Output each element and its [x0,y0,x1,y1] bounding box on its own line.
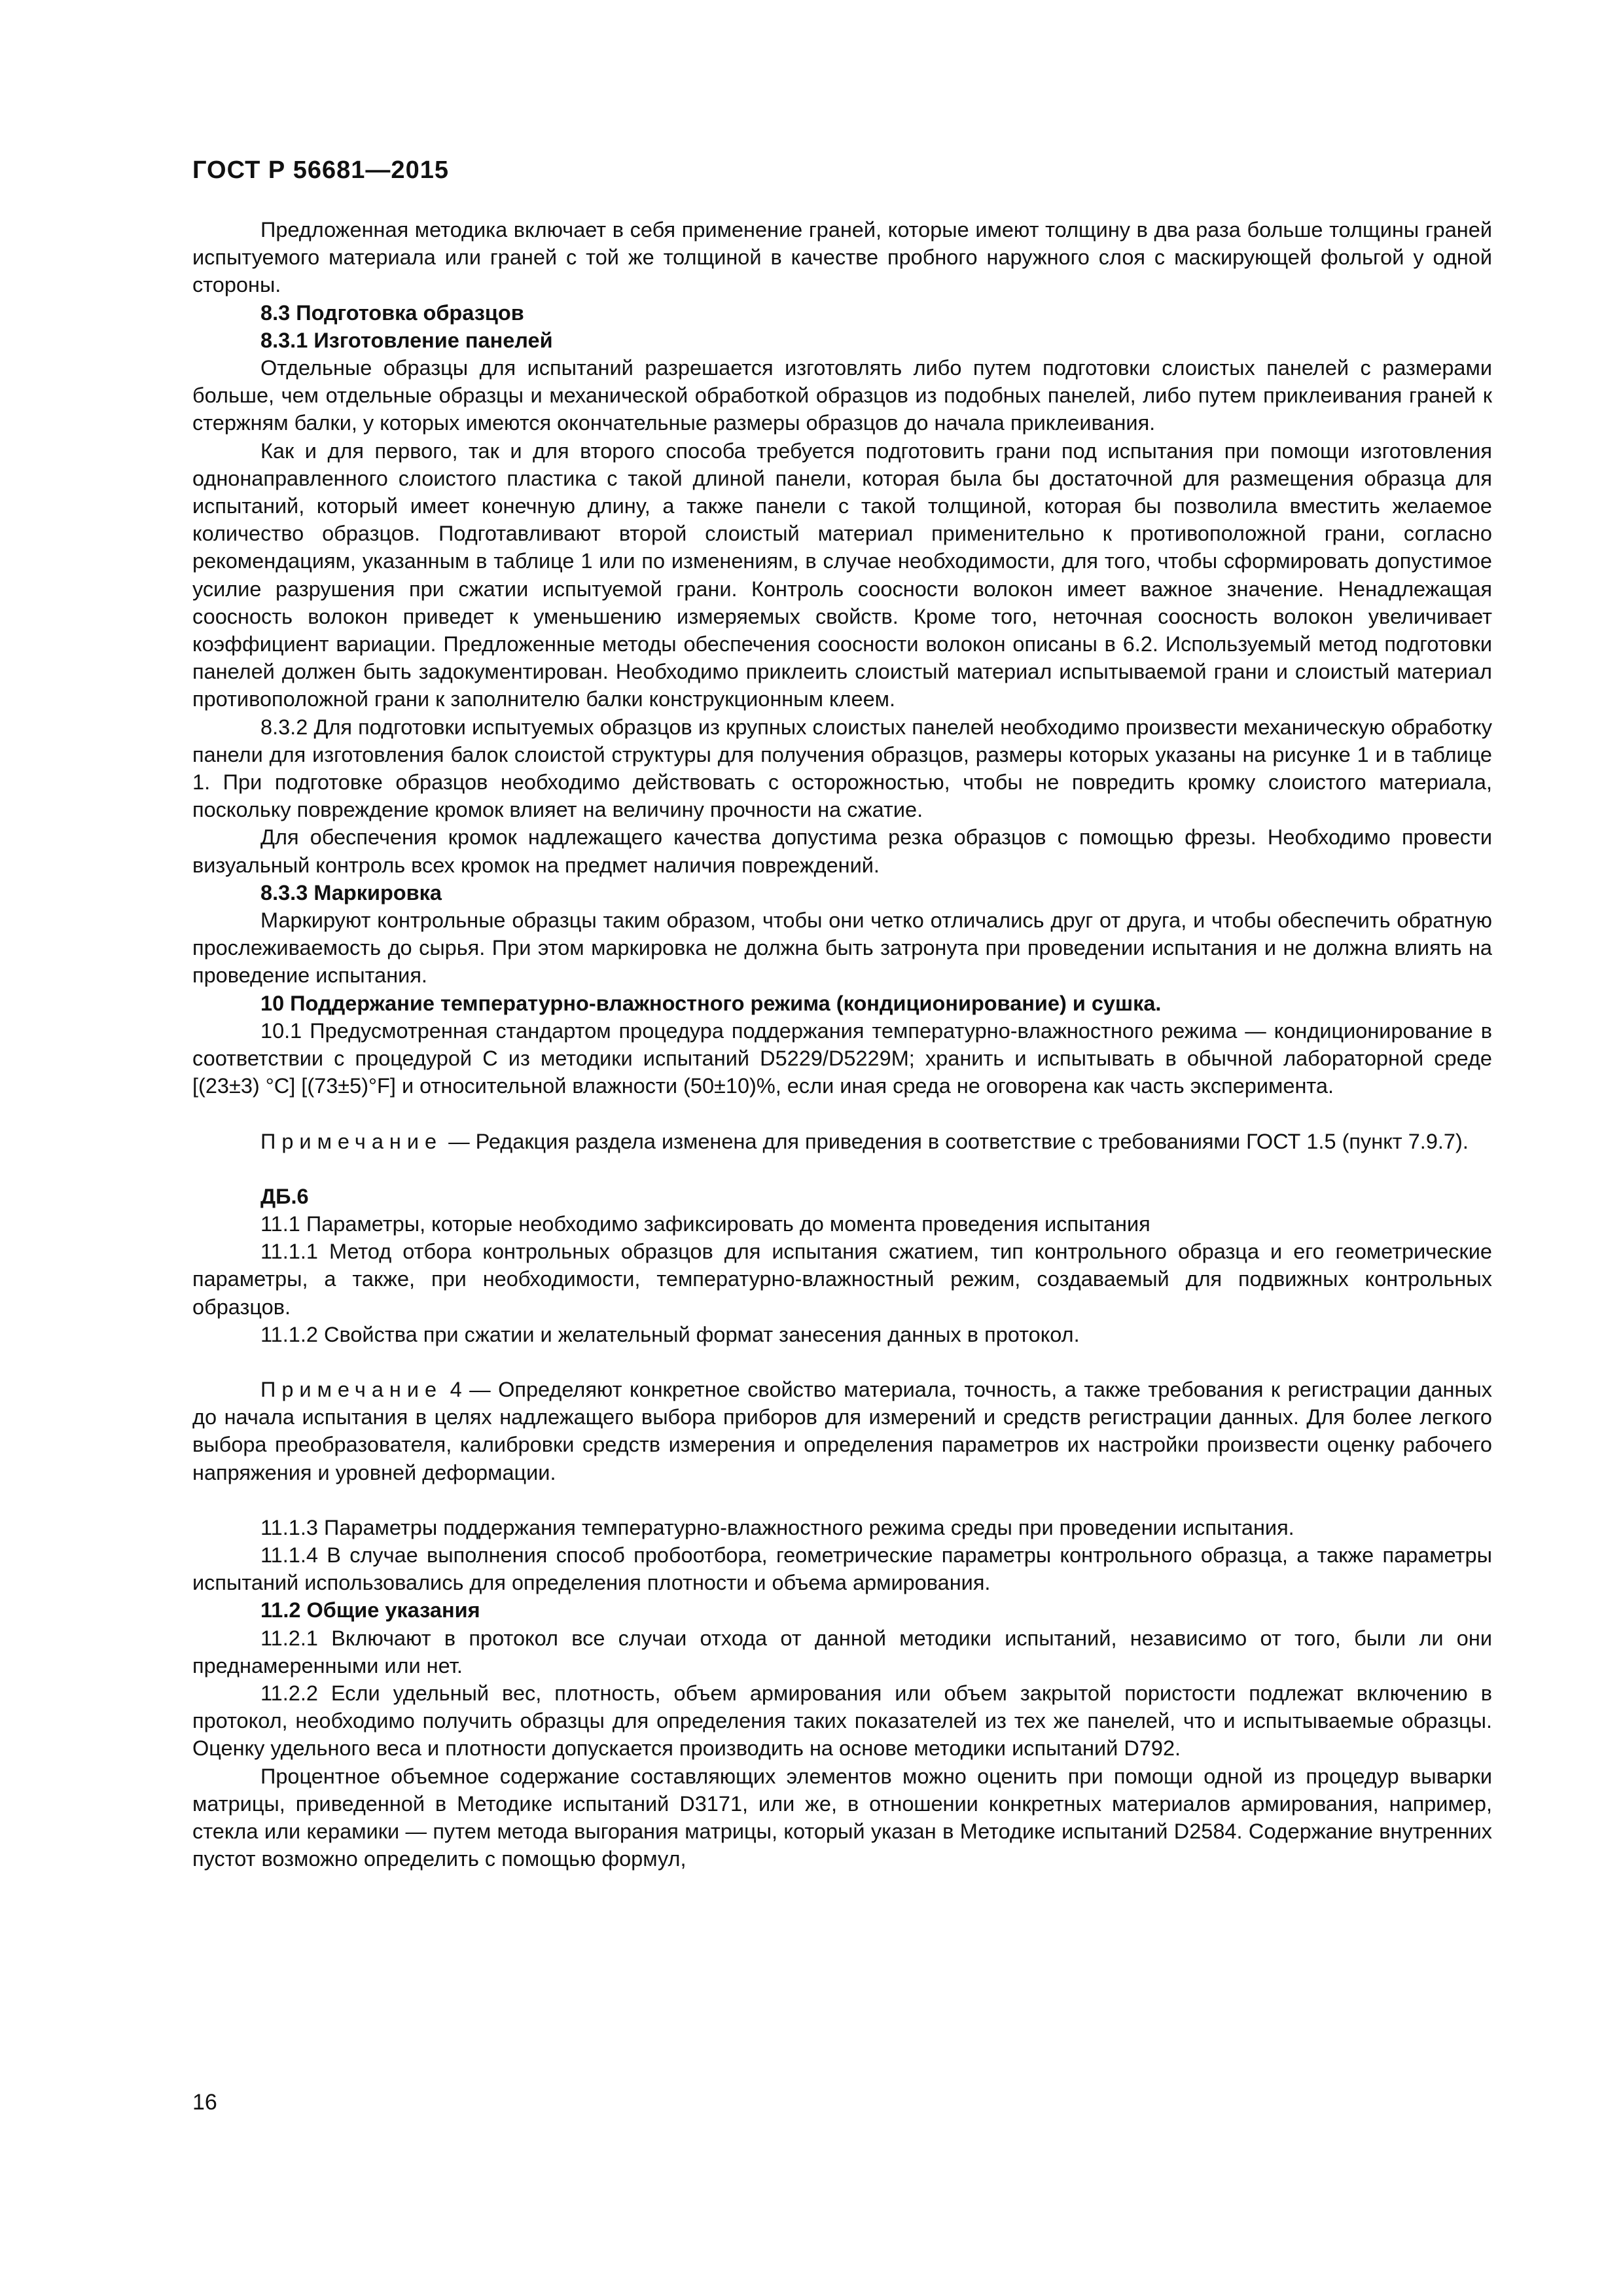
paragraph-10-1: 10.1 Предусмотренная стандартом процедура поддержания температурно-влажностного режима — кондиционирование в соответствии с процедурой С из методики испытаний D5229/D5229M; хранить и испытывать в обычной лабораторной среде [(23±3) °С] [(73±5)°F] и относительной влажности (50±10)%, если иная среда не оговорена как часть эксперимента. [192,1018,1492,1098]
standard-header: ГОСТ Р 56681—2015 [192,156,449,184]
paragraph-11-1: 11.1 Параметры, которые необходимо зафиксировать до момента проведения испытания [260,1211,1150,1236]
spacer [192,1348,1492,1376]
page-number: 16 [192,2090,217,2115]
spacer [192,1486,1492,1514]
heading-8-3-3: 8.3.3 Маркировка [260,880,442,905]
document-body [192,216,1492,1873]
paragraph-11-1-2: 11.1.2 Свойства при сжатии и желательный формат занесения данных в протокол. [260,1322,1080,1346]
paragraph-11-1-1: 11.1.1 Метод отбора контрольных образцов для испытания сжатием, тип контрольного образца и его геометрические параметры, а также, при необходимости, температурно-влажностный режим, создаваемый для подвижных контрольных образцов. [192,1240,1492,1319]
paragraph-11-1-4: 11.1.4 В случае выполнения способ пробоотбора, геометрические параметры контрольного образца, а также параметры испытаний использовались для определения плотности и объема армирования. [192,1543,1492,1595]
note-text: — Редакция раздела изменена для приведения в соответствие с требованиями ГОСТ 1.5 (пункт 7.9.7). [442,1129,1469,1153]
paragraph-8-3-2-b: Для обеспечения кромок надлежащего качества допустима резка образцов с помощью фрезы. Необходимо провести визуальный контроль всех кромок на предмет наличия повреждений. [192,825,1492,877]
heading-11-2: 11.2 Общие указания [260,1598,480,1623]
heading-8-3-1: 8.3.1 Изготовление панелей [260,328,553,352]
spacer [192,1155,1492,1183]
heading-db6: ДБ.6 [260,1184,309,1208]
note-editorial [192,1128,1492,1155]
note-text: 4 — Определяют конкретное свойство материала, точность, а также требования к регистрации данных до начала испытания в целях надлежащего выбора приборов для измерений и средств регистрации данных. Для более легкого выбора преобразователя, калибровки средств измерения и определения параметров их настройки произвести оценку рабочего напряжения и уровней деформации. [192,1377,1492,1484]
paragraph-8-3-1-b: Как и для первого, так и для второго способа требуется подготовить грани под испытания при помощи изготовления однонаправленного слоистого пластика с такой длиной панели, которая была бы достаточной для размещения образца для испытаний, который имеет конечную длину, а также панели с такой толщиной, которая бы позволила вместить желаемое количество образцов. Подготавливают второй слоистый материал применительно к противоположной грани, согласно рекомендациям, указанным в таблице 1 или по изменениям, в случае необходимости, для того, чтобы сформировать допустимое усилие разрушения при сжатии испытуемой грани. Контроль соосности волокон имеет важное значение. Ненадлежащая соосность волокон приведет к уменьшению измеряемых свойств. Кроме того, неточная соосность волокон увеличивает коэффициент вариации. Предложенные методы обеспечения соосности волокон описаны в 6.2. Используемый метод подготовки панелей должен быть задокументирован. Необходимо приклеить слоистый материал испытываемой грани и слоистый материал противоположной грани к заполнителю балки конструкционным клеем. [192,439,1492,711]
paragraph-intro: Предложенная методика включает в себя применение граней, которые имеют толщину в два раза больше толщины граней испытуемого материала или граней с той же толщиной в качестве пробного наружного слоя с маскирующей фольгой у одной стороны. [192,218,1492,297]
note-label: Примечание [260,1377,443,1401]
spacer [192,1100,1492,1128]
heading-10: 10 Поддержание температурно-влажностного режима (кондиционирование) и сушка. [260,991,1162,1015]
paragraph-8-3-1-a: Отдельные образцы для испытаний разрешается изготовлять либо путем подготовки слоистых панелей с размерами больше, чем отдельные образцы и механической обработкой образцов из подобных панелей, либо путем приклеивания граней к стержням балки, у которых имеются окончательные размеры образцов до начала приклеивания. [192,356,1492,435]
paragraph-11-2-1: 11.2.1 Включают в протокол все случаи отхода от данной методики испытаний, независимо от того, были ли они преднамеренными или нет. [192,1626,1492,1677]
paragraph-11-2-2: 11.2.2 Если удельный вес, плотность, объем армирования или объем закрытой пористости подлежат включению в протокол, необходимо получить образцы для определения таких показателей из тех же панелей, что и испытываемые образцы. Оценку удельного веса и плотности допускается производить на основе методики испытаний D792. [192,1681,1492,1761]
paragraph-11-2-2-b: Процентное объемное содержание составляющих элементов можно оценить при помощи одной из процедур выварки матрицы, приведенной в Методике испытаний D3171, или же, в отношении конкретных материалов армирования, например, стекла или керамики — путем метода выгорания матрицы, который указан в Методике испытаний D2584. Содержание внутренних пустот возможно определить с помощью формул, [192,1764,1492,1871]
heading-8-3: 8.3 Подготовка образцов [260,300,524,325]
note-label: Примечание [260,1129,443,1153]
paragraph-11-1-3: 11.1.3 Параметры поддержания температурно-влажностного режима среды при проведении испытания. [260,1515,1294,1539]
note-4 [192,1376,1492,1486]
paragraph-8-3-2: 8.3.2 Для подготовки испытуемых образцов из крупных слоистых панелей необходимо произвести механическую обработку панели для изготовления балок слоистой структуры для получения образцов, размеры которых указаны на рисунке 1 и в таблице 1. При подготовке образцов необходимо действовать с осторожностью, чтобы не повредить кромку слоистого материала, поскольку повреждение кромок влияет на величину прочности на сжатие. [192,715,1492,822]
paragraph-8-3-3: Маркируют контрольные образцы таким образом, чтобы они четко отличались друг от друга, и чтобы обеспечить обратную прослеживаемость до сырья. При этом маркировка не должна быть затронута при проведении испытания и не должна влиять на проведение испытания. [192,908,1492,988]
